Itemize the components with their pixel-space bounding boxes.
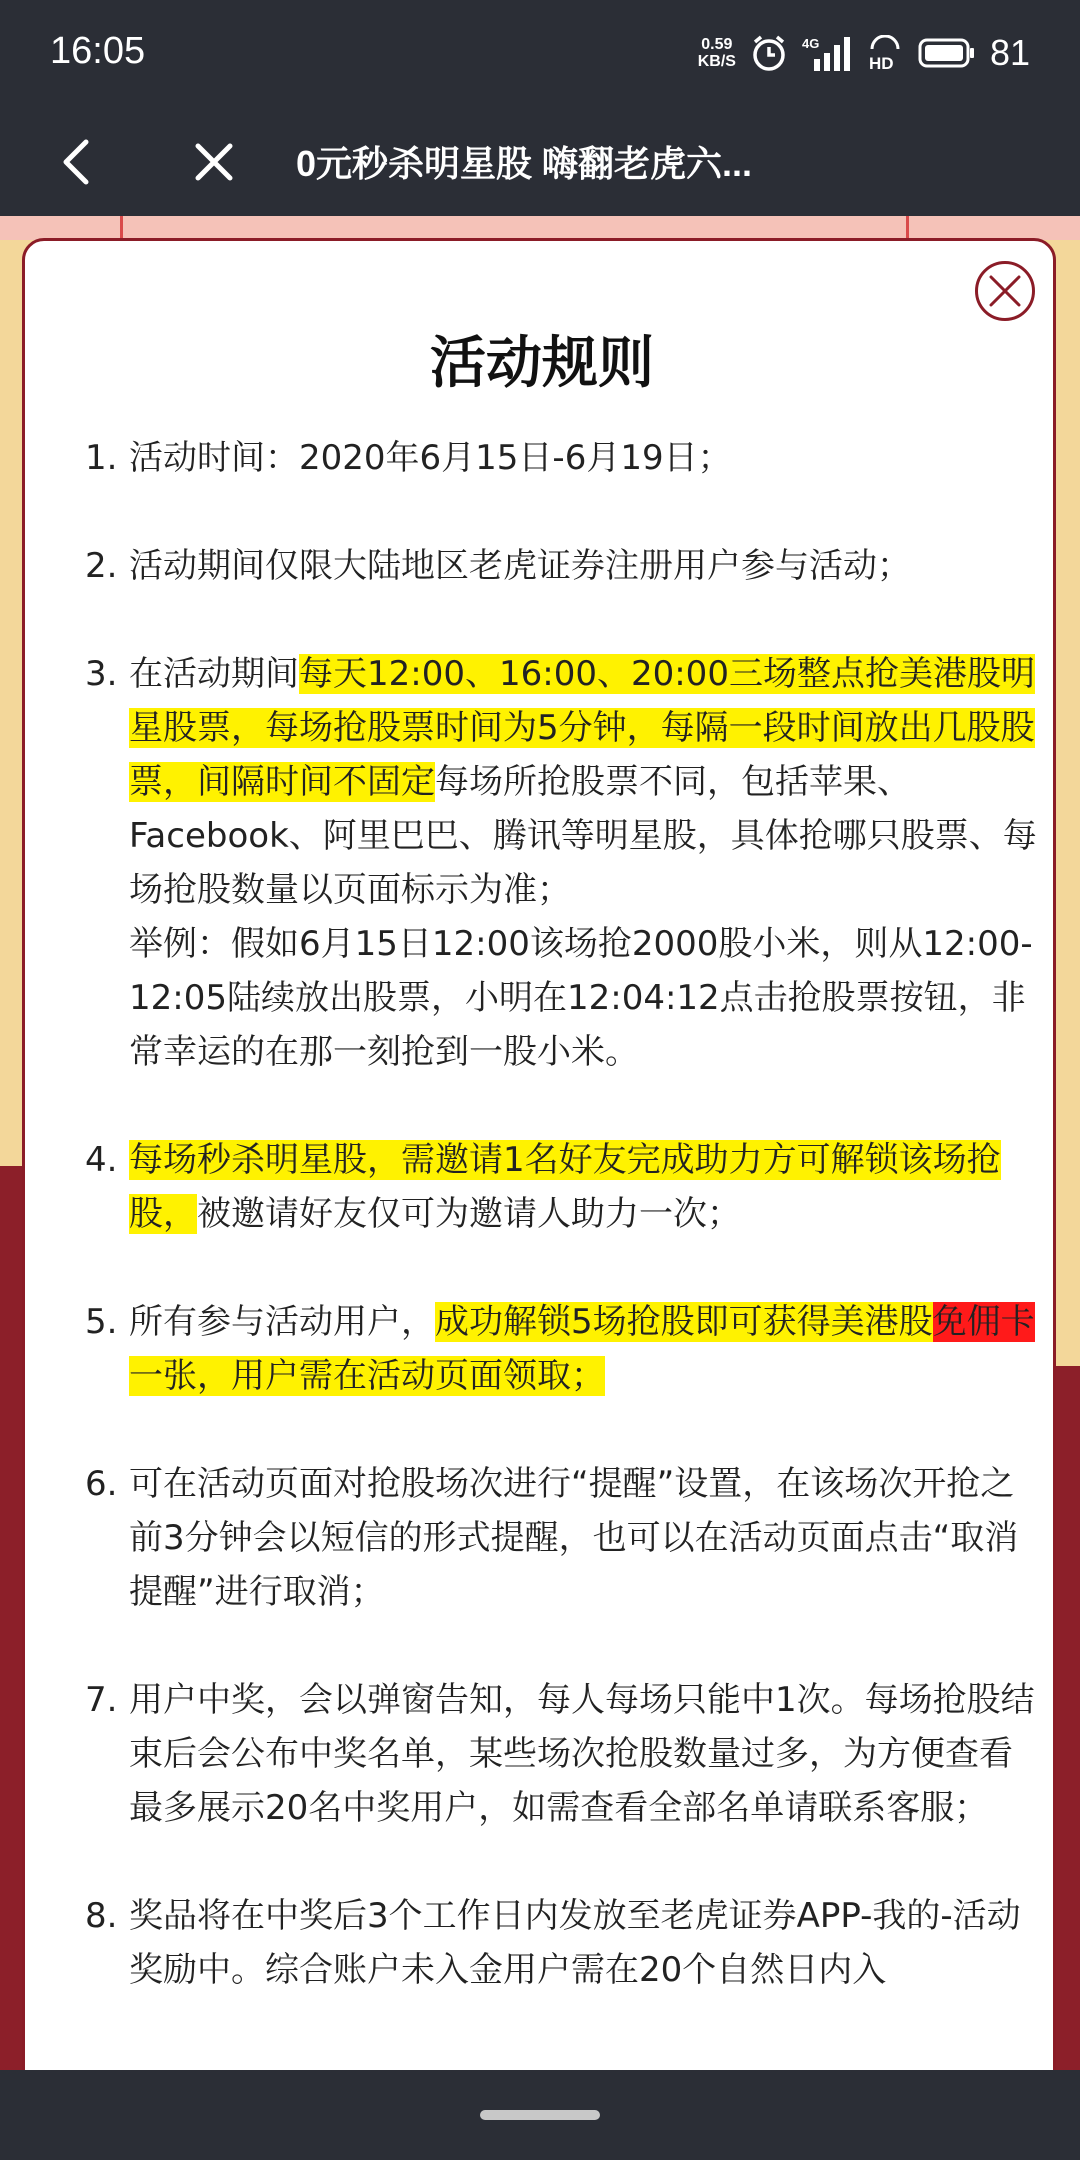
rule-item bbox=[85, 1889, 1045, 1997]
hd-icon bbox=[866, 35, 904, 71]
rule-item bbox=[85, 431, 1045, 485]
close-icon bbox=[192, 140, 236, 184]
status-bar bbox=[0, 0, 1080, 108]
rule-text: 可在活动页面对抢股场次进行“提醒”设置，在该场次开抢之前3分钟会以短信的形式提醒，也可以在活动页面点击“取消提醒”进行取消； bbox=[129, 1464, 1019, 1612]
rule-item bbox=[85, 1295, 1045, 1403]
rule-item bbox=[85, 647, 1045, 1079]
rule-text: 奖品将在中奖后3个工作日内发放至老虎证券APP-我的-活动奖励中。综合账户未入金用户需在20个自然日内入 bbox=[129, 1896, 1021, 1990]
bg-decoration bbox=[0, 216, 1080, 240]
modal-close-button[interactable] bbox=[975, 261, 1035, 321]
net-speed-unit: KB/S bbox=[697, 53, 736, 70]
rule-text: 被邀请好友仅可为邀请人助力一次； bbox=[197, 1194, 741, 1234]
rule-item bbox=[85, 539, 1045, 593]
rule-highlight: 每天12:00、16:00、20:00三场整点抢美港股明星股票，每场抢股票时间为5分钟，每隔一段时间放出几股股票，间隔时间不固定 bbox=[129, 654, 1035, 802]
rule-text: 每场所抢股票不同，包括苹果、Facebook、阿里巴巴、腾讯等明星股，具体抢哪只股票、每场抢股数量以页面标示为准； bbox=[129, 762, 1037, 910]
circle-close-icon bbox=[985, 271, 1025, 311]
close-button[interactable] bbox=[182, 130, 246, 194]
back-arrow-icon bbox=[56, 138, 96, 186]
nav-bar bbox=[0, 108, 1080, 216]
rule-item bbox=[85, 1457, 1045, 1619]
rule-number: 8. bbox=[85, 1896, 118, 1936]
rule-number: 7. bbox=[85, 1680, 118, 1720]
rule-text: 用户中奖，会以弹窗告知，每人每场只能中1次。每场抢股结束后会公布中奖名单，某些场次抢股数量过多，为方便查看最多展示20名中奖用户，如需查看全部名单请联系客服； bbox=[129, 1680, 1035, 1828]
rule-text: 所有参与活动用户， bbox=[129, 1302, 435, 1342]
rule-text: 活动期间仅限大陆地区老虎证券注册用户参与活动； bbox=[129, 546, 911, 586]
hd-label: HD bbox=[868, 54, 894, 71]
battery-icon bbox=[918, 37, 976, 69]
rule-item bbox=[85, 1133, 1045, 1241]
rule-number: 3. bbox=[85, 654, 118, 694]
rule-highlight: 一张，用户需在活动页面领取； bbox=[129, 1356, 605, 1396]
rule-number: 2. bbox=[85, 546, 118, 586]
home-indicator[interactable] bbox=[480, 2110, 600, 2120]
rule-highlight: 免佣卡 bbox=[932, 1302, 1035, 1342]
gesture-bar bbox=[0, 2070, 1080, 2160]
modal-title: 活动规则 bbox=[430, 331, 654, 396]
rule-number: 4. bbox=[85, 1140, 118, 1180]
rule-highlight: 成功解锁5场抢股即可获得美港股 bbox=[435, 1302, 933, 1342]
alarm-icon bbox=[750, 34, 788, 72]
back-button[interactable] bbox=[44, 130, 108, 194]
rule-text: 活动时间：2020年6月15日-6月19日； bbox=[129, 438, 732, 478]
rule-number: 5. bbox=[85, 1302, 118, 1342]
rule-number: 1. bbox=[85, 438, 118, 478]
rule-number: 6. bbox=[85, 1464, 118, 1504]
status-time: 16:05 bbox=[50, 30, 146, 72]
signal-icon bbox=[802, 35, 852, 71]
rules-list bbox=[85, 431, 1045, 2051]
network-type: 4G bbox=[801, 36, 820, 51]
rule-item bbox=[85, 1673, 1045, 1835]
rule-highlight: 每场秒杀明星股，需邀请1名好友完成助力方可解锁该场抢股， bbox=[129, 1140, 1001, 1234]
status-icons bbox=[698, 28, 1030, 78]
rule-text: 在活动期间 bbox=[129, 654, 299, 694]
net-speed bbox=[698, 36, 736, 70]
battery-level: 81 bbox=[989, 32, 1030, 73]
rule-text: 举例：假如6月15日12:00该场抢2000股小米，则从12:00-12:05陆续放出股票，小明在12:04:12点击抢股票按钮，非常幸运的在那一刻抢到一股小米。 bbox=[129, 924, 1033, 1072]
rules-modal bbox=[22, 238, 1056, 2098]
net-speed-value: 0.59 bbox=[701, 36, 733, 53]
page-title: 0元秒杀明星股 嗨翻老虎六... bbox=[296, 143, 753, 184]
